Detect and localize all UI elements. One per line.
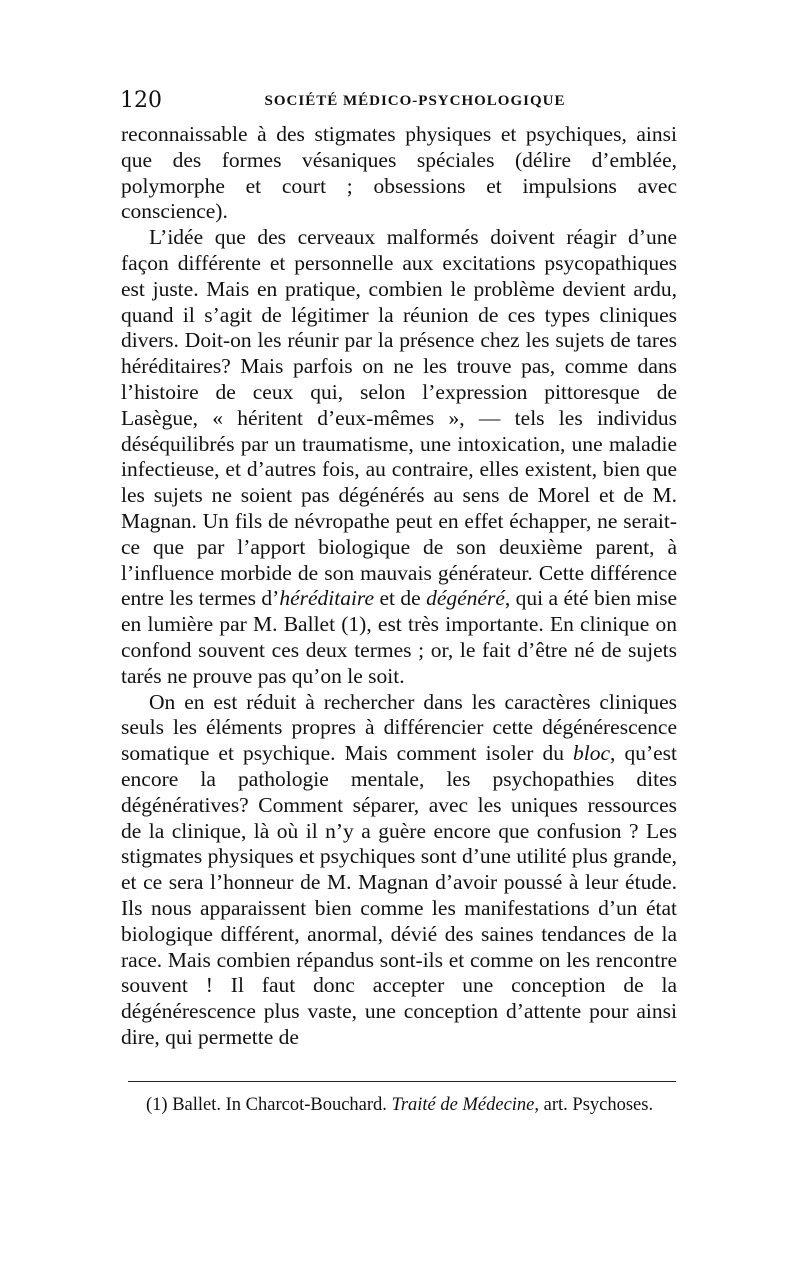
journal-title: SOCIÉTÉ MÉDICO-PSYCHOLOGIQUE [264,93,566,109]
footnote-rule [128,1081,676,1082]
text-run: , qu’est encore la pathologie mentale, les psychopathies dites dégénératives? Comment séparer, avec les uniques ressources de la clinique, là où il n’y a guère encore que confusion ? Les stigmates physiques et psychiques sont d’une utilité plus grande, et ce sera l’honneur de M. Magnan d’avoir poussé à leur étude. Ils nous apparaissent bien comme les manifestations d’un état biologique différent, anormal, dévié des saines tendances de la race. Mais combien répandus sont-ils et comme on les rencontre souvent ! Il faut donc accepter une conception de la dégénérescence plus vaste, une conception d’attente pour ainsi dire, qui permette de [121,741,677,1049]
paragraph [121,225,677,689]
text-run: , qui a été bien mise en lumière par M. Ballet (1), est très importante. En clinique on confond souvent ces deux termes ; or, le fait d’être né de sujets tarés ne prouve pas qu’on le soit. [121,586,678,688]
running-head [120,86,680,116]
text-run: , art. Psychoses. [534,1095,654,1115]
italic-text: bloc [573,741,611,766]
page-number: 120 [120,88,162,113]
text-run: On en est réduit à rechercher dans les caractères cliniques seuls les éléments propres à différencier cette dégénérescence somatique et psychique. Mais comment isoler du [121,689,677,766]
text-run: et de [374,586,427,611]
paragraph [121,122,677,225]
footnote [122,1094,678,1117]
text-run: reconnaissable à des stigmates physiques et psychiques, ainsi que des formes vésaniques spéciales (délire d’emblée, polymorphe et court ; obsessions et impulsions avec conscience). [121,122,677,224]
paragraph [121,690,677,1051]
text-run: L’idée que des cerveaux malformés doivent réagir d’une façon différente et personnelle aux excitations psycopathiques est juste. Mais en pratique, combien le problème devient ardu, quand il s’agit de légitimer la réunion de ces types cliniques divers. Doit-on les réunir par la présence chez les sujets de tares héréditaires? Mais parfois on ne les trouve pas, comme dans l’histoire de ceux qui, selon l’expression pittoresque de Lasègue, « héritent d’eux-mêmes », — tels les individus déséquilibrés par un traumatisme, une intoxication, une maladie infectieuse, et d’autres fois, au contraire, elles existent, bien que les sujets ne soient pas dégénérés au sens de Morel et de M. Magnan. Un fils de névropathe peut en effet échapper, ne serait-ce que par l’apport biologique de son deuxième parent, à l’influence morbide de son mauvais générateur. Cette différence entre les termes d’ [121,225,677,611]
italic-text: héréditaire [279,586,375,611]
text-run: (1) Ballet. In Charcot-Bouchard. [146,1095,392,1115]
italic-text: Traité de Médecine [391,1095,535,1115]
italic-text: dégénéré [426,586,505,611]
body-text [121,122,677,1051]
